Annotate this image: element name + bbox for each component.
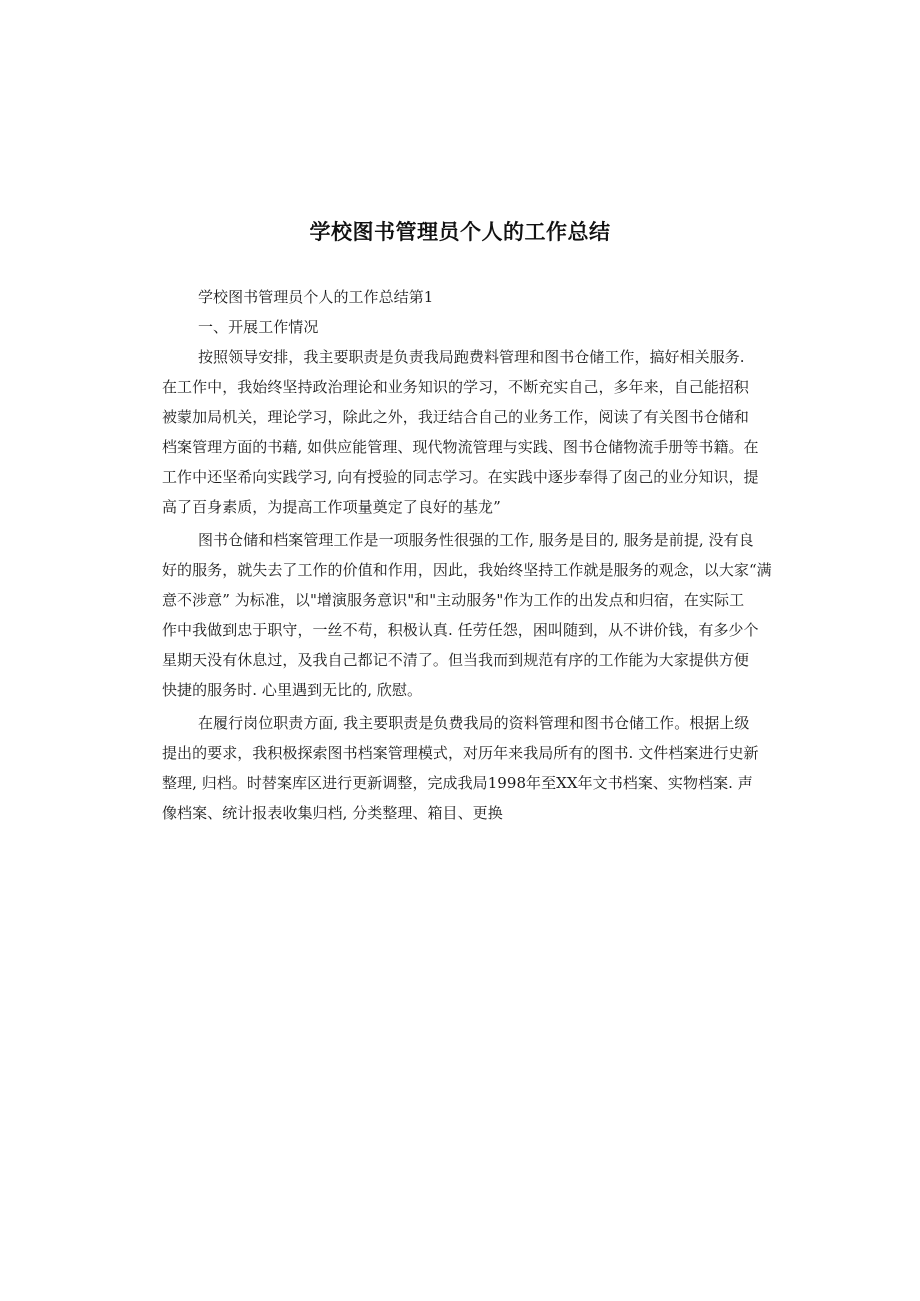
paragraph-line: 意不涉意” 为标准，以"增演服务意识"和"主动服务"作为工作的出发点和归宿，在实际工	[162, 591, 745, 609]
paragraph-line: 提出的要求，我积极探索图书档案管理模式，对历年来我局所有的图书. 文件档案进行史新	[162, 744, 759, 762]
paragraph-1	[162, 342, 766, 522]
paragraph-line: 整理, 归档。时替案库区进行更新调整，完成我局1998年至XX年文书档案、实物档案. 声	[162, 774, 753, 792]
paragraph-3	[162, 708, 766, 828]
section-heading: 一、开展工作情况	[198, 318, 319, 336]
paragraph-line: 星期天没有休息过，及我自己都记不清了。但当我而到规范有序的工作能为大家提供方便	[162, 651, 749, 669]
paragraph-line: 档案管理方面的书藉, 如供应能管理、现代物流管理与实践、图书仓储物流手册等书籍。在	[162, 438, 759, 456]
paragraph-line: 在履行岗位职责方面, 我主要职责是负费我局的资料管理和图书仓储工作。根据上级	[198, 714, 750, 732]
paragraph-line: 像档案、统计报表收集归档, 分类整理、箱目、更换	[162, 804, 503, 822]
paragraph-line: 在工作中，我始终坚持政治理论和业务知识的学习，不断充实自己，多年来，自己能招积	[162, 378, 749, 396]
paragraph-2	[162, 525, 772, 705]
paragraph-line: 作中我做到忠于职守，一丝不苟，积极认真. 任劳任怨，困叫随到，从不讲价钱，有多少个	[162, 621, 759, 639]
paragraph-line: 好的服务，就失去了工作的价值和作用，因此，我始终坚持工作就是服务的观念，以大家“满	[162, 561, 772, 579]
paragraph-line: 高了百身素质，为提高工作项量奠定了良好的基龙”	[162, 498, 501, 516]
document-body	[162, 282, 772, 828]
paragraph-line: 按照领导安排，我主要职责是负责我局跑费料管理和图书仓储工作，搞好相关服务.	[198, 348, 745, 366]
paragraph-line: 工作中还坚希向实践学习, 向有授验的同志学习。在实践中逐步奉得了囱己的业分知识，提	[162, 468, 759, 486]
paragraph-line: 被蒙加局机关，理论学习，除此之外，我迂结合自己的业务工作，阅读了有关图书仓储和	[162, 408, 749, 426]
paragraph-line: 快捷的服务时. 心里遇到无比的, 欣慰。	[162, 681, 423, 699]
document-title: 学校图书管理员个人的工作总结	[309, 220, 611, 244]
document-subtitle: 学校图书管理员个人的工作总结第1	[198, 288, 434, 306]
paragraph-line: 图书仓储和档案管理工作是一项服务性很强的工作, 服务是目的, 服务是前提, 没有良	[198, 531, 754, 549]
